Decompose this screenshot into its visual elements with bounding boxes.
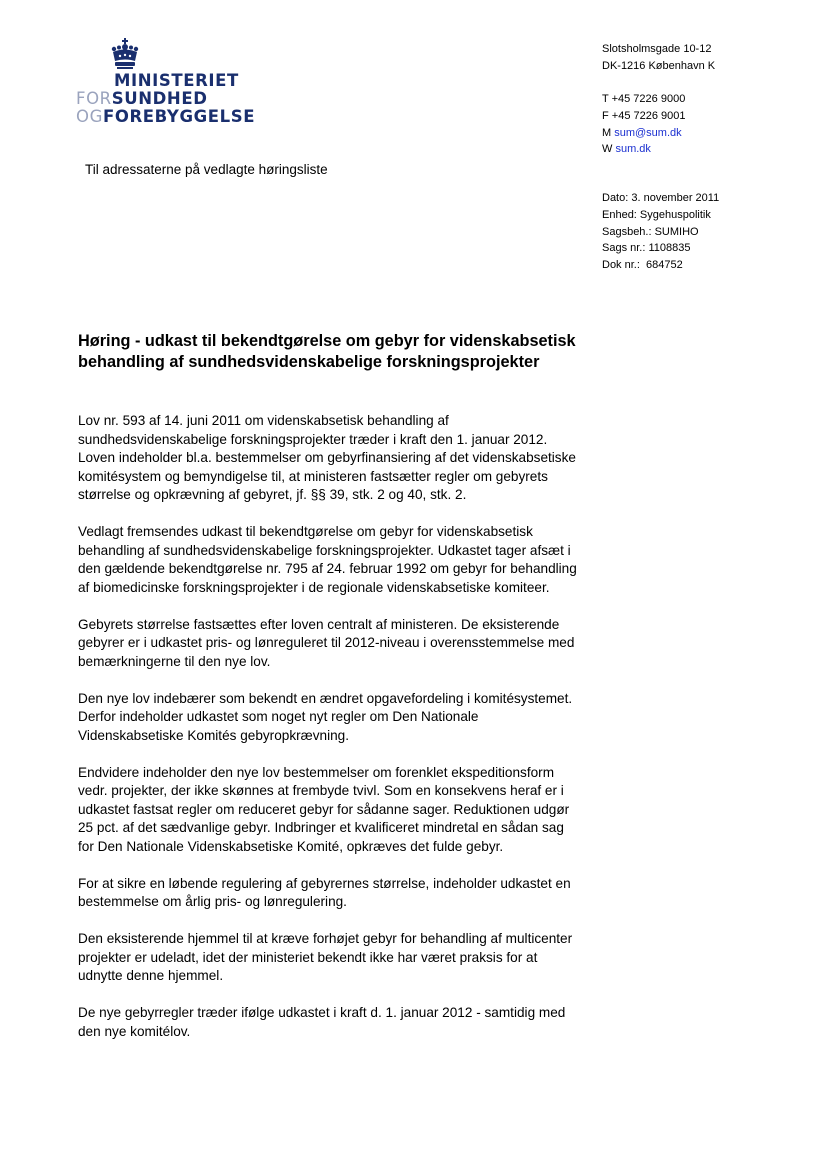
document-meta [602,190,719,274]
body-paragraph: Endvidere indeholder den nye lov bestemmelser om forenklet ekspeditionsform vedr. projekter, der ikke skønnes at frembyde tvivl. Som en konsekvens heraf er i udkastet fastsat regler om reduceret gebyr for sådanne sager. Reduktionen udgør 25 pct. af det sædvanlige gebyr. Indbringer et kvalificeret mindretal en sådan sag for Den Nationale Videnskabsetiske Komité, opkræves det fulde gebyr. [78,764,570,854]
recipient-line: Til adressaterne på vedlagte høringsliste [85,162,328,177]
sender-city: DK-1216 København K [602,59,716,72]
sender-fax: F +45 7226 9001 [602,109,686,122]
ministry-logo [76,38,276,128]
meta-doc-number: Dok nr.: 684752 [602,259,683,272]
body-paragraph: Gebyrets størrelse fastsættes efter loven centralt af ministeren. De eksisterende gebyrer er i udkastet pris- og lønreguleret til 2012-niveau i overensstemmelse med bemærkningerne til den nye lov. [78,616,575,669]
meta-case-number: Sags nr.: 1108835 [602,242,691,255]
email-link[interactable]: sum@sum.dk [614,126,682,139]
web-link[interactable]: sum.dk [615,143,651,156]
sender-web: W sum.dk [602,143,651,156]
sender-address-block [602,41,715,158]
sender-street: Slotsholmsgade 10-12 [602,43,712,55]
body-paragraph: Vedlagt fremsendes udkast til bekendtgørelse om gebyr for videnskabsetisk behandling af sundhedsvidenskabelige forskningsprojekter. Udkastet tager afsæt i den gældende bekendtgørelse nr. 795 af 24. februar 1992 om gebyr for behandling af biomedicinske forskningsprojekter i de regionale videnskabsetiske komiteer. [78,524,577,595]
body-paragraph: Den nye lov indebærer som bekendt en ændret opgavefordeling i komitésystemet. Derfor indeholder udkastet som noget nyt regler om Den Nationale Videnskabsetiske Komités gebyropkrævning. [78,690,573,743]
body-paragraph: Lov nr. 593 af 14. juni 2011 om videnskabsetisk behandling af sundhedsvidenskabelige forskningsprojekter træder i kraft den 1. januar 2012. Loven indeholder bl.a. bestemmelser om gebyrfinansiering af det videnskabsetiske komitésystem og bemyndigelse til, at ministeren fastsætter regler om gebyrets størrelse og opkrævning af gebyret, jf. §§ 39, stk. 2 og 40, stk. 2. [78,413,576,502]
logo-line-2: FORSUNDHED [76,89,208,108]
letter-heading: Høring - udkast til bekendtgørelse om gebyr for videnskabsetisk behandling af sundhedsvidenskabelige forskningsprojekter [78,332,576,371]
meta-date: Dato: 3. november 2011 [602,192,720,204]
logo-line-1: MINISTERIET [114,71,239,90]
meta-case-handler: Sagsbeh.: SUMIHO [602,225,699,238]
logo-line-3: OGFOREBYGGELSE [76,107,256,126]
crown-icon [110,38,140,70]
sender-email: M sum@sum.dk [602,126,682,139]
sender-phone: T +45 7226 9000 [602,93,686,106]
body-paragraph: De nye gebyrregler træder ifølge udkastet i kraft d. 1. januar 2012 - samtidig med den nye komitélov. [78,1005,566,1039]
body-paragraph: For at sikre en løbende regulering af gebyrernes størrelse, indeholder udkastet en bestemmelse om årlig pris- og lønregulering. [78,875,571,909]
body-paragraph: Den eksisterende hjemmel til at kræve forhøjet gebyr for behandling af multicenter projekter er udeladt, idet der ministeriet bekendt ikke har været praksis for at udnytte denne hjemmel. [78,931,573,983]
meta-unit: Enhed: Sygehuspolitik [602,208,711,221]
letter-body [78,412,578,1060]
